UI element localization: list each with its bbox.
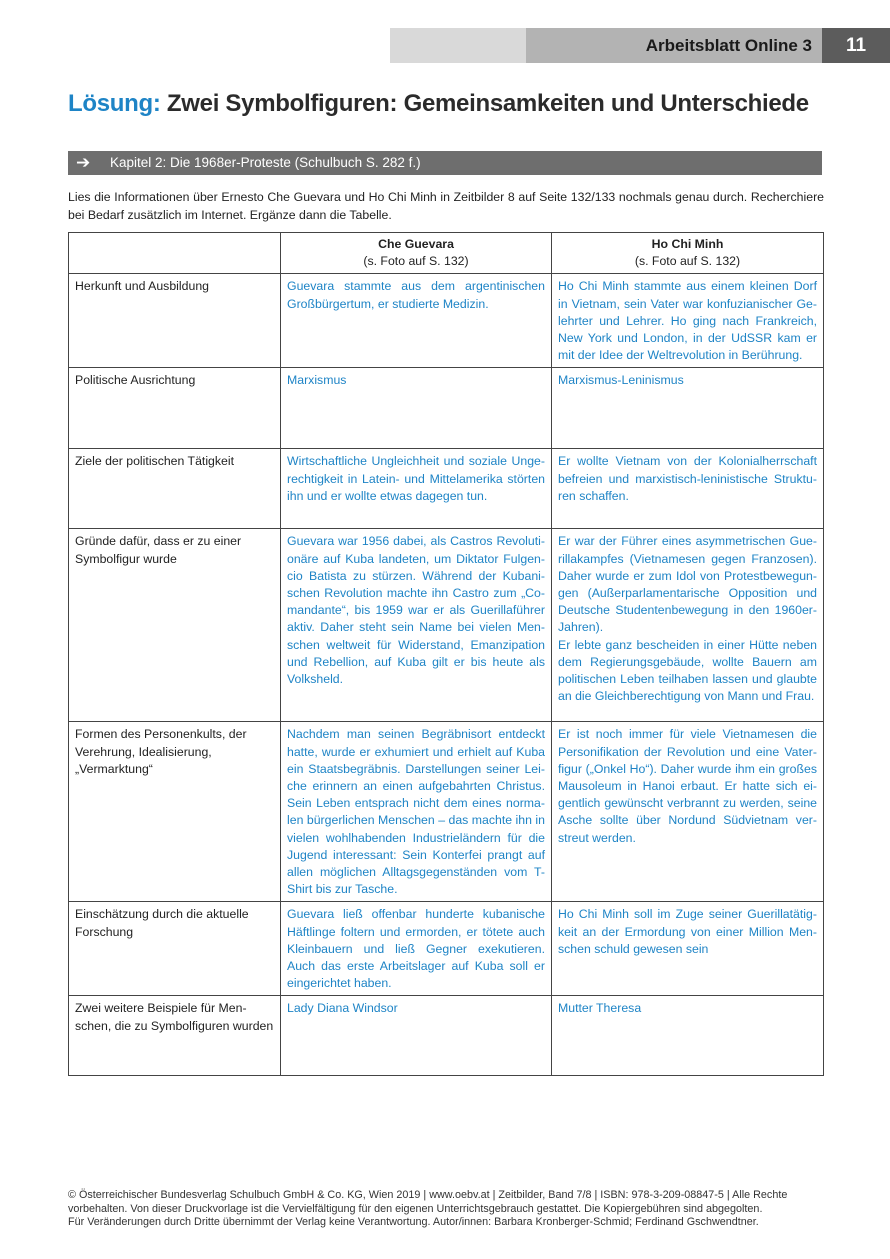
table-row [69,902,824,996]
answer-ho: Ho Chi Minh soll im Zuge seiner Guerillatätigkeit an der Ermordung von einer Million Menschen schuld gewesen sein [552,902,824,996]
table-row [69,274,824,368]
table-row [69,996,824,1076]
column-sub: (s. Foto auf S. 132) [634,254,741,269]
row-label: Formen des Personenkults, der Verehrung, Idealisierung, „Vermarktung“ [69,722,281,902]
copyright-footer [68,1189,828,1230]
header-empty-cell [69,233,281,274]
row-label: Politische Ausrichtung [69,368,281,449]
page-title [68,90,809,118]
answer-che: Wirtschaftliche Ungleichheit und soziale Ungerechtigkeit in Latein- und Mittelamerika störten ihn und er wollte etwas dagegen tun. [281,449,552,529]
chapter-banner [68,151,822,175]
row-label: Einschätzung durch die aktuelle Forschung [69,902,281,996]
answer-che: Lady Diana Windsor [281,996,552,1076]
worksheet-label: Arbeitsblatt Online 3 [645,36,812,55]
answer-ho: Ho Chi Minh stammte aus einem kleinen Dorf in Vietnam, sein Vater war konfuzianischer Gelehrter und Lehrer. Ho ging nach Frankreich, New York und London, in der UdSSR kam er mit der Idee der Weltrevolution in Berührung. [552,274,824,368]
answer-che: Guevara war 1956 dabei, als Castros Revolutionäre auf Kuba landeten, um Diktator Fulgencio Batista zu stürzen. Während der Kubanischen Revolution machte ihn Castro zum „Comandante“, bis 1959 war er als Guerillaführer aktiv. Daher steht sein Name bei vielen Menschen weltweit für Widerstand, Emanzipation und Rebellion, auf Kuba gilt er bis heute als Volksheld. [281,529,552,722]
row-label: Ziele der politischen Tätigkeit [69,449,281,529]
column-name: Ho Chi Minh [651,237,724,251]
comparison-table [68,232,824,1076]
answer-che: Guevara stammte aus dem argentinischen Großbürgertum, er studierte Medizin. [281,274,552,368]
title-text: Zwei Symbolfiguren: Gemeinsamkeiten und Unterschiede [166,90,809,117]
answer-ho: Marxismus-Leninismus [552,368,824,449]
column-header-che [281,233,552,274]
table-header-row [69,233,824,274]
row-label: Gründe dafür, dass er zu einer Symbolfigur wurde [69,529,281,722]
column-name: Che Guevara [378,237,454,251]
column-sub: (s. Foto auf S. 132) [363,254,469,269]
answer-ho: Er ist noch immer für viele Vietnamesen die Personifikation der Revolution und eine Vaterfigur („Onkel Ho“). Daher wurde ihm ein großes Mausoleum in Hanoi erbaut. Er hatte sich eigentlich gewünscht verbrannt zu werden, seine Asche sollte über Nordund Südvietnam verstreut werden. [552,722,824,902]
page-number: 11 [822,28,890,63]
worksheet-header-bar [390,28,890,63]
answer-che: Nachdem man seinen Begräbnisort entdeckt hatte, wurde er exhumiert und erhielt auf Kuba ein Staatsbegräbnis. Darstellungen seiner Leiche erinnern an einen aufgebahrten Christus. Sein Leben entsprach nicht dem eines normalen bürgerlichen Menschen – das machte ihn in vielen wohlhabenden Industrieländern für die Jugend interessant: Sein Konterfei prangt auf allen möglichen Alltagsgegenständen vom T-Shirt bis zur Tasche. [281,722,552,902]
answer-che: Marxismus [281,368,552,449]
answer-ho: Mutter Theresa [552,996,824,1076]
answer-ho: Er war der Führer eines asymmetrischen Guerillakampfes (Vietnamesen gegen Franzosen). Daher wurde er zum Idol von Protestbewegungen (Außerparlamentarische Opposition und Deutsche Studentenbewegung in den 1960er-Jahren). Er lebte ganz bescheiden in einer Hütte neben dem Regierungsgebäude, wollte Bauern am politischen Leben teilhaben lassen und glaubte an die Gleichberechtigung von Mann und Frau. [552,529,824,722]
row-label: Herkunft und Ausbildung [69,274,281,368]
intro-text: Lies die Informationen über Ernesto Che Guevara und Ho Chi Minh in Zeitbilder 8 auf Seite 132/133 nochmals genau durch. Recherchiere bei Bedarf zusätzlich im Internet. Ergänze dann die Tabelle. [68,190,824,222]
header-bar-light-segment [390,28,526,63]
table-row [69,529,824,722]
table-row [69,449,824,529]
title-prefix: Lösung: [68,90,161,117]
answer-che: Guevara ließ offenbar hunderte kubanische Häftlinge foltern und ermorden, er tötete auch Kleinbauern und ließ Gegner exekutieren. Auch das erste Arbeitslager auf Kuba soll er eingerichtet haben. [281,902,552,996]
footer-line: © Österreichischer Bundesverlag Schulbuch GmbH & Co. KG, Wien 2019 | www.oebv.at | Zeitbilder, Band 7/8 | ISBN: 978-3-209-08847-5 | Alle Rechte [68,1189,788,1201]
table-row [69,368,824,449]
arrow-right-icon: ➔ [76,153,91,172]
row-label: Zwei weitere Beispiele für Menschen, die zu Symbolfiguren wurden [69,996,281,1076]
table-row [69,722,824,902]
column-header-ho [552,233,824,274]
footer-line: vorbehalten. Von dieser Druckvorlage ist die Vervielfältigung für den eigenen Unterrichtsgebrauch gestattet. Die Kopiergebühren sind abgegolten. [68,1202,763,1215]
answer-ho: Er wollte Vietnam von der Kolonialherrschaft befreien und marxistisch-leninistische Strukturen schaffen. [552,449,824,529]
chapter-text: Kapitel 2: Die 1968er-Proteste (Schulbuch S. 282 f.) [110,155,421,170]
footer-line: Für Veränderungen durch Dritte übernimmt der Verlag keine Verantwortung. Autor/innen: Barbara Kronberger-Schmid; Ferdinand Gschwendtner. [68,1216,759,1228]
